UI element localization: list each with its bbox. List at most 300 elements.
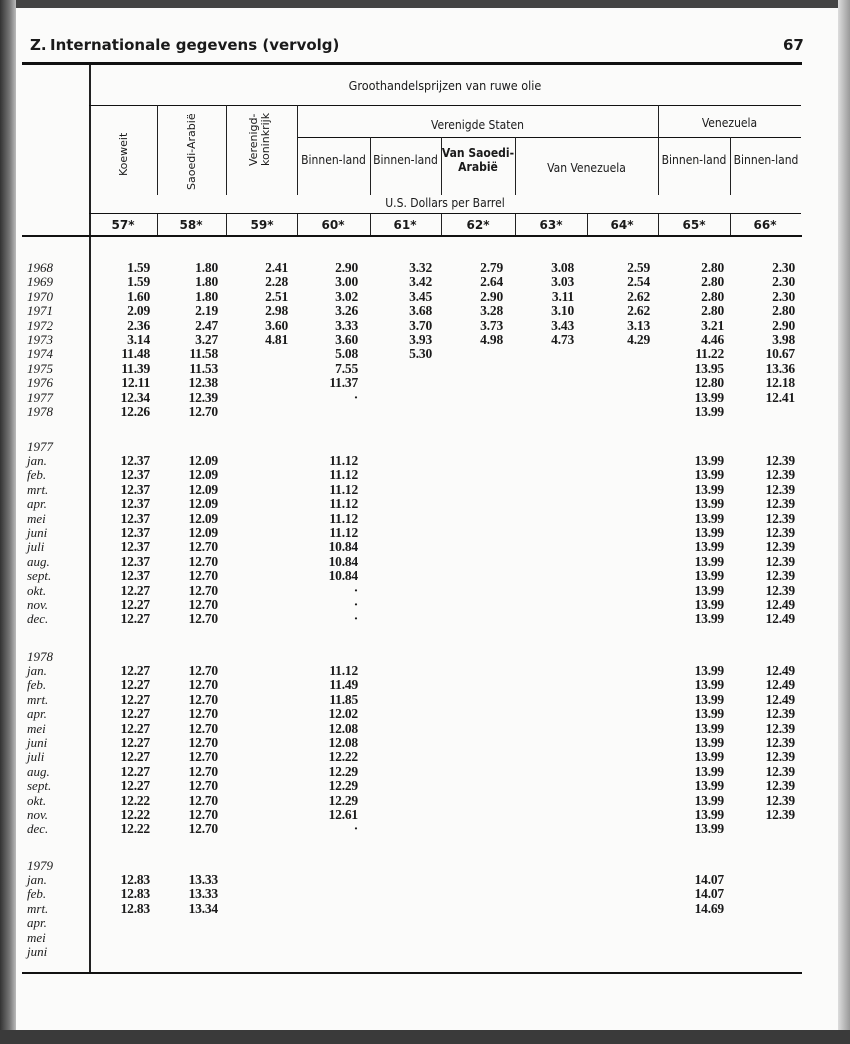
cell-value: 10.84 — [328, 539, 358, 555]
cell-value: 13.99 — [694, 389, 724, 405]
cell-value: 12.37 — [120, 525, 150, 540]
cell-value: 3.26 — [335, 303, 358, 319]
cell-value: 2.54 — [627, 274, 650, 290]
cell-value: 12.37 — [120, 553, 150, 569]
cell-value: 4.46 — [701, 332, 724, 347]
cell-value: 3.32 — [409, 260, 432, 275]
cell-value: 12.38 — [188, 375, 218, 391]
cell-value: 12.39 — [765, 582, 795, 598]
cell-value: · — [353, 611, 358, 627]
cell-value: 13.95 — [694, 360, 724, 376]
row-label: 1973 — [27, 332, 53, 347]
row-label: juni — [27, 944, 48, 959]
row-label: sept. — [27, 568, 52, 584]
col-header-63-64: Van Venezuela — [547, 161, 626, 175]
cell-value: 12.29 — [328, 763, 358, 779]
cell-value: 13.99 — [694, 735, 724, 750]
row-label: sept. — [27, 778, 52, 794]
row-label: 1978 — [27, 404, 53, 419]
cell-value: 12.39 — [765, 453, 795, 468]
cell-value: 2.59 — [627, 260, 650, 275]
cell-value: 2.09 — [127, 303, 150, 319]
rule — [297, 105, 298, 195]
cell-value: 2.47 — [195, 317, 218, 333]
rule — [730, 137, 731, 195]
cell-value: 1.60 — [127, 288, 150, 304]
row-label: 1968 — [27, 260, 53, 275]
cell-value: 13.99 — [694, 496, 724, 512]
cell-value: 12.37 — [120, 510, 150, 526]
cell-value: 11.12 — [329, 510, 358, 526]
cell-value: 3.98 — [772, 332, 795, 347]
cell-value: 12.09 — [188, 510, 218, 526]
rule — [22, 62, 802, 65]
row-label: juli — [27, 539, 45, 555]
cell-value: 12.37 — [120, 568, 150, 584]
column-code: 65* — [682, 218, 706, 232]
cell-value: 13.99 — [694, 807, 724, 822]
cell-value: 12.70 — [188, 706, 218, 722]
cell-value: 13.99 — [694, 778, 724, 794]
rule — [441, 137, 442, 195]
cell-value: 13.99 — [694, 568, 724, 584]
cell-value: 13.99 — [694, 597, 724, 612]
cell-value: 13.99 — [694, 611, 724, 627]
row-label: mei — [27, 929, 46, 945]
row-label: jan. — [27, 453, 47, 468]
cell-value: 12.22 — [120, 821, 150, 837]
col-header-koeweit: Koeweit — [117, 132, 130, 176]
cell-value: 11.58 — [189, 346, 218, 362]
cell-value: 12.27 — [120, 706, 150, 722]
cell-value: 2.80 — [701, 260, 724, 275]
cell-value: 3.11 — [551, 288, 574, 304]
group-venezuela: Venezuela — [701, 116, 758, 130]
cell-value: 13.99 — [694, 663, 724, 678]
cell-value: 10.84 — [328, 553, 358, 569]
cell-value: 13.99 — [694, 763, 724, 779]
cell-value: 10.84 — [328, 568, 358, 584]
cell-value: 11.53 — [189, 360, 218, 376]
row-label: 1972 — [27, 317, 53, 333]
cell-value: 12.70 — [188, 663, 218, 678]
cell-value: 12.39 — [765, 467, 795, 483]
column-code: 58* — [179, 218, 203, 232]
cell-value: 12.39 — [765, 749, 795, 765]
cell-value: 5.30 — [409, 346, 432, 362]
col-header-65: Binnen-land — [661, 153, 727, 167]
row-label: juni — [27, 525, 48, 540]
cell-value: 12.37 — [120, 453, 150, 468]
cell-value: 12.49 — [765, 663, 795, 678]
cell-value: 13.34 — [188, 900, 218, 916]
cell-value: 12.27 — [120, 763, 150, 779]
row-label: mei — [27, 720, 46, 736]
cell-value: 3.03 — [551, 274, 574, 290]
cell-value: 3.10 — [551, 303, 574, 319]
cell-value: 12.02 — [328, 706, 358, 722]
rule — [370, 214, 371, 235]
rule — [89, 105, 801, 106]
rule — [370, 137, 371, 195]
cell-value: 12.09 — [188, 467, 218, 483]
cell-value: 12.39 — [765, 525, 795, 540]
cell-value: 12.39 — [765, 763, 795, 779]
cell-value: 7.55 — [335, 360, 358, 376]
cell-value: 13.99 — [694, 691, 724, 707]
cell-value: 12.26 — [120, 404, 150, 419]
cell-value: 13.99 — [694, 720, 724, 736]
cell-value: 2.90 — [480, 288, 503, 304]
cell-value: 12.22 — [120, 807, 150, 822]
cell-value: 2.80 — [701, 288, 724, 304]
row-label: okt. — [27, 582, 47, 598]
cell-value: 11.49 — [329, 677, 358, 693]
rule — [730, 214, 731, 235]
cell-value: 12.39 — [765, 807, 795, 822]
cell-value: 12.11 — [121, 375, 150, 391]
col-header-saoedi-arabie: Saoedi-Arabië — [185, 113, 198, 190]
cell-value: 12.61 — [328, 807, 358, 822]
cell-value: 12.39 — [188, 389, 218, 405]
cell-value: 12.49 — [765, 597, 795, 612]
rule — [515, 137, 516, 195]
cell-value: 12.27 — [120, 677, 150, 693]
cell-value: 11.12 — [329, 481, 358, 497]
cell-value: 2.30 — [772, 288, 795, 304]
cell-value: 12.27 — [120, 582, 150, 598]
cell-value: 13.99 — [694, 553, 724, 569]
cell-value: 13.99 — [694, 404, 724, 419]
cell-value: 12.70 — [188, 539, 218, 555]
cell-value: 12.70 — [188, 792, 218, 808]
main-header: Groothandelsprijzen van ruwe olie — [348, 78, 542, 93]
cell-value: · — [353, 821, 358, 837]
cell-value: 12.39 — [765, 568, 795, 584]
cell-value: 2.41 — [265, 260, 288, 275]
cell-value: 12.70 — [188, 404, 218, 419]
cell-value: 4.98 — [480, 332, 503, 347]
cell-value: 12.70 — [188, 611, 218, 627]
cell-value: 12.27 — [120, 778, 150, 794]
cell-value: 3.27 — [195, 332, 218, 347]
cell-value: 2.51 — [265, 288, 288, 304]
cell-value: 12.09 — [188, 496, 218, 512]
rule — [515, 214, 516, 235]
cell-value: 12.08 — [328, 735, 358, 750]
cell-value: 12.09 — [188, 481, 218, 497]
row-label: 1975 — [27, 360, 53, 376]
rule — [587, 214, 588, 235]
cell-value: 12.70 — [188, 677, 218, 693]
cell-value: 3.13 — [627, 317, 650, 333]
row-label: aug. — [27, 763, 50, 779]
row-label: juli — [27, 749, 45, 765]
section-year: 1977 — [27, 439, 53, 454]
row-label: apr. — [27, 496, 47, 512]
cell-value: 12.39 — [765, 553, 795, 569]
column-code: 62* — [466, 218, 490, 232]
cell-value: 13.99 — [694, 539, 724, 555]
cell-value: 12.39 — [765, 481, 795, 497]
cell-value: 12.70 — [188, 720, 218, 736]
cell-value: 12.39 — [765, 720, 795, 736]
cell-value: 3.33 — [335, 317, 358, 333]
column-code: 57* — [111, 218, 135, 232]
cell-value: 2.28 — [265, 274, 288, 290]
cell-value: 13.99 — [694, 677, 724, 693]
column-code: 63* — [539, 218, 563, 232]
cell-value: 14.07 — [694, 886, 724, 902]
cell-value: 11.85 — [329, 691, 358, 707]
cell-value: 13.33 — [188, 886, 218, 902]
cell-value: 4.73 — [551, 332, 574, 347]
cell-value: 12.70 — [188, 735, 218, 750]
cell-value: 10.67 — [765, 346, 795, 362]
cell-value: 12.39 — [765, 496, 795, 512]
col-header-61: Binnen-land — [373, 153, 438, 167]
row-label: mrt. — [27, 691, 49, 707]
cell-value: 2.80 — [701, 274, 724, 290]
cell-value: 11.12 — [329, 525, 358, 540]
rule — [441, 214, 442, 235]
cell-value: 3.28 — [480, 303, 503, 319]
row-label: 1971 — [27, 303, 53, 319]
cell-value: · — [353, 389, 358, 405]
cell-value: 11.12 — [329, 453, 358, 468]
cell-value: · — [353, 597, 358, 612]
cell-value: 12.37 — [120, 539, 150, 555]
cell-value: 2.90 — [335, 260, 358, 275]
cell-value: 12.39 — [765, 735, 795, 750]
cell-value: 3.21 — [701, 317, 724, 333]
cell-value: 13.99 — [694, 582, 724, 598]
cell-value: 12.70 — [188, 691, 218, 707]
cell-value: 3.60 — [335, 332, 358, 347]
cell-value: 13.99 — [694, 453, 724, 468]
cell-value: 11.12 — [329, 467, 358, 483]
cell-value: 12.37 — [120, 496, 150, 512]
cell-value: 12.29 — [328, 792, 358, 808]
cell-value: 13.99 — [694, 481, 724, 497]
column-code: 66* — [753, 218, 777, 232]
cell-value: 12.39 — [765, 706, 795, 722]
cell-value: 12.27 — [120, 749, 150, 765]
rule — [157, 214, 158, 235]
cell-value: 2.36 — [127, 317, 150, 333]
cell-value: 3.43 — [551, 317, 574, 333]
cell-value: 2.79 — [480, 260, 503, 275]
cell-value: 12.83 — [120, 872, 150, 887]
cell-value: 3.93 — [409, 332, 432, 347]
cell-value: 2.98 — [265, 303, 288, 319]
cell-value: 12.27 — [120, 735, 150, 750]
column-code: 60* — [321, 218, 345, 232]
row-label: mei — [27, 510, 46, 526]
cell-value: 1.59 — [127, 274, 150, 290]
rule — [658, 214, 659, 235]
cell-value: 13.99 — [694, 706, 724, 722]
cell-value: 4.81 — [265, 332, 288, 347]
cell-value: · — [353, 582, 358, 598]
rule — [22, 972, 802, 974]
rule — [22, 235, 802, 237]
cell-value: 12.70 — [188, 568, 218, 584]
col-header-66: Binnen-land — [733, 153, 799, 167]
cell-value: 13.99 — [694, 525, 724, 540]
cell-value: 3.42 — [409, 274, 432, 290]
cell-value: 12.39 — [765, 778, 795, 794]
cell-value: 12.70 — [188, 807, 218, 822]
row-label: nov. — [27, 597, 49, 612]
cell-value: 3.14 — [127, 332, 150, 347]
col-header-62: Van Saoedi-Arabië — [441, 146, 515, 174]
column-code: 59* — [250, 218, 274, 232]
unit-label: U.S. Dollars per Barrel — [385, 196, 505, 210]
cell-value: 3.73 — [480, 317, 503, 333]
cell-value: 2.19 — [195, 303, 218, 319]
cell-value: 14.07 — [694, 872, 724, 887]
cell-value: 11.39 — [121, 360, 150, 376]
cell-value: 3.68 — [409, 303, 432, 319]
row-label: jan. — [27, 872, 47, 887]
rule — [226, 105, 227, 195]
cell-value: 2.80 — [772, 303, 795, 319]
cell-value: 12.70 — [188, 582, 218, 598]
cell-value: 12.70 — [188, 597, 218, 612]
cell-value: 12.27 — [120, 720, 150, 736]
cell-value: 13.33 — [188, 872, 218, 887]
row-label: jan. — [27, 663, 47, 678]
cell-value: 11.37 — [329, 375, 358, 391]
column-code: 61* — [393, 218, 417, 232]
cell-value: 2.62 — [627, 288, 650, 304]
row-label: 1969 — [27, 274, 53, 290]
cell-value: 12.70 — [188, 821, 218, 837]
group-us: Verenigde Staten — [431, 118, 524, 132]
rule — [157, 105, 158, 195]
page-number: 67 — [783, 36, 804, 54]
col-header-60: Binnen-land — [301, 153, 366, 167]
cell-value: 12.22 — [328, 749, 358, 765]
cell-value: 1.80 — [195, 260, 218, 275]
cell-value: 13.99 — [694, 792, 724, 808]
cell-value: 2.30 — [772, 260, 795, 275]
rule — [226, 214, 227, 235]
cell-value: 1.80 — [195, 288, 218, 304]
cell-value: 13.36 — [765, 360, 795, 376]
row-label: dec. — [27, 821, 49, 837]
cell-value: 4.29 — [627, 332, 650, 347]
cell-value: 13.99 — [694, 821, 724, 837]
cell-value: 12.70 — [188, 553, 218, 569]
cell-value: 12.08 — [328, 720, 358, 736]
scan-right-edge — [838, 0, 850, 1044]
cell-value: 12.27 — [120, 663, 150, 678]
rule — [658, 105, 659, 195]
cell-value: 12.34 — [120, 389, 150, 405]
cell-value: 12.29 — [328, 778, 358, 794]
section-year: 1979 — [27, 858, 53, 873]
row-label: apr. — [27, 915, 47, 931]
cell-value: 2.30 — [772, 274, 795, 290]
cell-value: 12.37 — [120, 481, 150, 497]
cell-value: 12.09 — [188, 525, 218, 540]
cell-value: 11.12 — [329, 496, 358, 512]
cell-value: 13.99 — [694, 749, 724, 765]
cell-value: 2.80 — [701, 303, 724, 319]
cell-value: 12.39 — [765, 510, 795, 526]
cell-value: 12.49 — [765, 677, 795, 693]
cell-value: 12.41 — [765, 389, 795, 405]
row-label: 1976 — [27, 375, 53, 391]
cell-value: 14.69 — [694, 900, 724, 916]
col-header-verenigd-koninkrijk: Verenigd-koninkrijk — [247, 112, 272, 166]
cell-value: 3.02 — [335, 288, 358, 304]
page-title: Internationale gegevens (vervolg) — [50, 36, 340, 54]
cell-value: 12.83 — [120, 900, 150, 916]
cell-value: 12.27 — [120, 597, 150, 612]
cell-value: 12.70 — [188, 778, 218, 794]
row-label: juni — [27, 735, 48, 750]
cell-value: 1.80 — [195, 274, 218, 290]
cell-value: 12.49 — [765, 611, 795, 627]
cell-value: 12.22 — [120, 792, 150, 808]
row-label: 1977 — [27, 389, 53, 405]
cell-value: 2.90 — [772, 317, 795, 333]
cell-value: 12.27 — [120, 611, 150, 627]
row-label: aug. — [27, 553, 50, 569]
book-binding — [0, 0, 16, 1044]
cell-value: 12.39 — [765, 792, 795, 808]
scan-top-edge — [0, 0, 850, 8]
column-code: 64* — [610, 218, 634, 232]
cell-value: 3.45 — [409, 288, 432, 304]
cell-value: 12.70 — [188, 763, 218, 779]
row-label: mrt. — [27, 900, 49, 916]
rule — [89, 213, 801, 214]
cell-value: 12.83 — [120, 886, 150, 902]
cell-value: 5.08 — [335, 346, 358, 362]
cell-value: 12.49 — [765, 691, 795, 707]
section-letter: Z. — [30, 36, 47, 54]
cell-value: 12.09 — [188, 453, 218, 468]
cell-value: 13.99 — [694, 467, 724, 483]
row-label: feb. — [27, 886, 47, 902]
cell-value: 2.62 — [627, 303, 650, 319]
cell-value: 12.27 — [120, 691, 150, 707]
row-label: apr. — [27, 706, 47, 722]
cell-value: 12.39 — [765, 539, 795, 555]
row-label: feb. — [27, 467, 47, 483]
scan-bottom-edge — [0, 1030, 850, 1044]
section-year: 1978 — [27, 649, 53, 664]
rule — [297, 137, 801, 138]
row-label: feb. — [27, 677, 47, 693]
row-label: okt. — [27, 792, 47, 808]
row-label: 1970 — [27, 288, 53, 304]
row-label: dec. — [27, 611, 49, 627]
cell-value: 11.12 — [329, 663, 358, 678]
cell-value: 1.59 — [127, 260, 150, 275]
cell-value: 3.70 — [409, 317, 432, 333]
cell-value: 2.64 — [480, 274, 503, 290]
row-label: mrt. — [27, 481, 49, 497]
cell-value: 13.99 — [694, 510, 724, 526]
cell-value: 3.60 — [265, 317, 288, 333]
cell-value: 11.22 — [695, 346, 724, 362]
row-label: nov. — [27, 807, 49, 822]
